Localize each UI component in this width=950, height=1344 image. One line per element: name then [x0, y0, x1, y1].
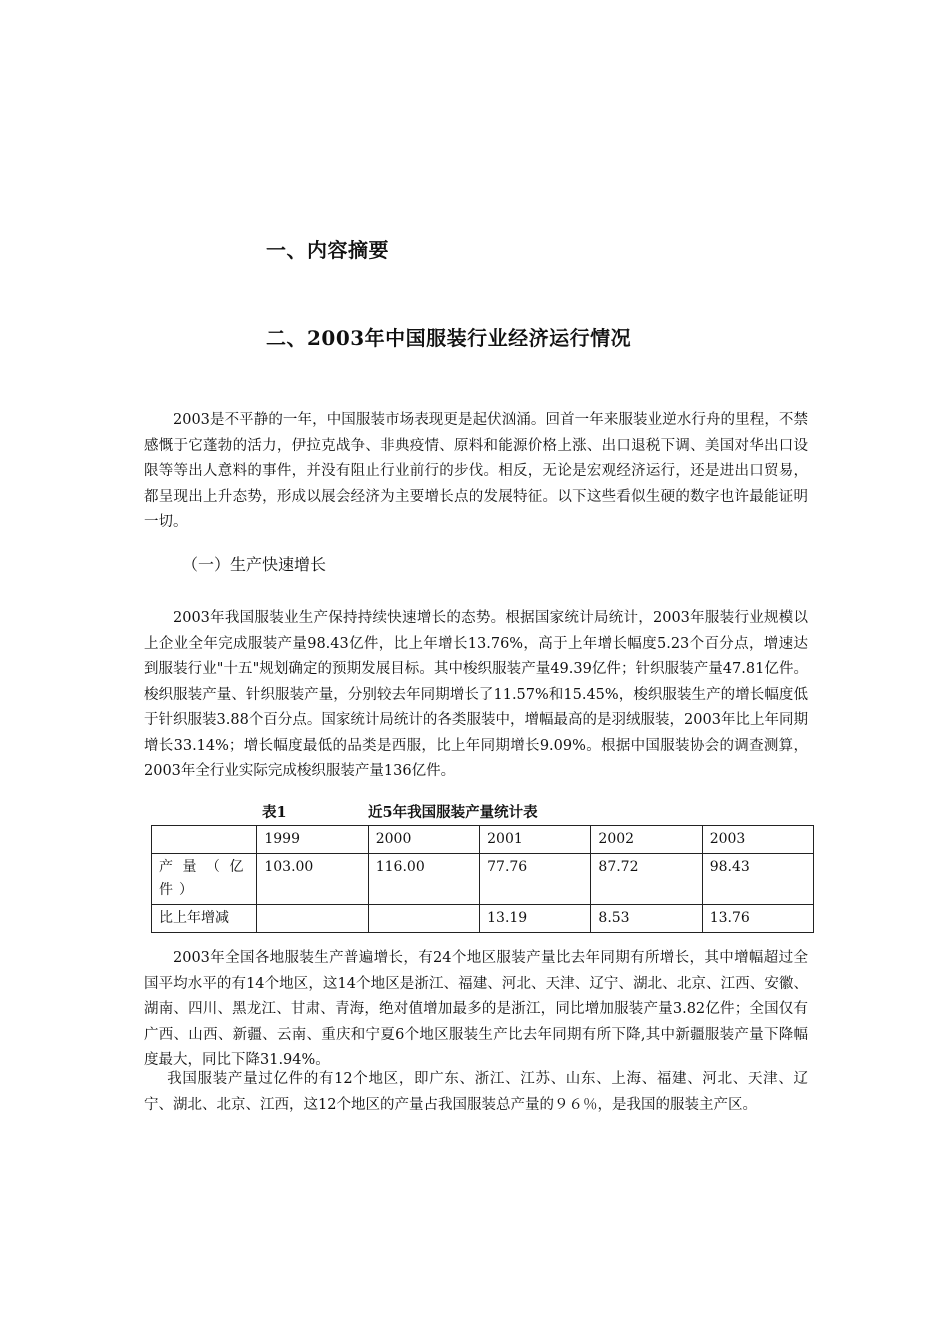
table-header-cell: 2001	[480, 826, 591, 854]
production-table	[151, 825, 814, 933]
table-row-label: 比上年增减	[152, 905, 257, 933]
table-cell: 13.19	[480, 905, 591, 933]
table-header-row	[152, 826, 814, 854]
paragraph-regional: 2003年全国各地服装生产普遍增长，有24个地区服装产量比去年同期有所增长，其中增幅超过全国平均水平的有14个地区，这14个地区是浙江、福建、河北、天津、辽宁、湖北、北京、江西、安徽、湖南、四川、黑龙江、甘肃、青海，绝对值增加最多的是浙江，同比增加服装产量3.82亿件；全国仅有广西、山西、新疆、云南、重庆和宁夏6个地区服装生产比去年同期有所下降,其中新疆服装产量下降幅度最大，同比下降31.94%。	[144, 950, 808, 1068]
table-cell: 103.00	[257, 854, 368, 905]
table-header-cell: 2000	[368, 826, 479, 854]
paragraph-production: 2003年我国服装业生产保持持续快速增长的态势。根据国家统计局统计，2003年服装行业规模以上企业全年完成服装产量98.43亿件，比上年增长13.76%，高于上年增长幅度5.23个百分点，增速达到服装行业"十五"规划确定的预期发展目标。其中梭织服装产量49.39亿件；针织服装产量47.81亿件。梭织服装产量、针织服装产量，分别较去年同期增长了11.57%和15.45%，梭织服装生产的增长幅度低于针织服装3.88个百分点。国家统计局统计的各类服装中，增幅最高的是羽绒服装，2003年比上年同期增长33.14%；增长幅度最低的品类是西服，比上年同期增长9.09%。根据中国服装协会的调查测算，2003年全行业实际完成梭织服装产量136亿件。	[144, 610, 808, 779]
table-cell: 8.53	[591, 905, 702, 933]
table-header-cell	[152, 826, 257, 854]
table-cell	[368, 905, 479, 933]
table-cell: 116.00	[368, 854, 479, 905]
paragraph-intro: 2003是不平静的一年，中国服装市场表现更是起伏汹涌。回首一年来服装业逆水行舟的里程，不禁感慨于它蓬勃的活力，伊拉克战争、非典疫情、原料和能源价格上涨、出口退税下调、美国对华出口设限等等出人意料的事件，并没有阻止行业前行的步伐。相反，无论是宏观经济运行，还是进出口贸易，都呈现出上升态势，形成以展会经济为主要增长点的发展特征。以下这些看似生硬的数字也许最能证明一切。	[144, 412, 808, 530]
table-cell: 98.43	[702, 854, 813, 905]
table-header-cell: 2003	[702, 826, 813, 854]
heading-summary: 一、内容摘要	[266, 238, 389, 262]
table-cell: 77.76	[480, 854, 591, 905]
paragraph-main-regions: 我国服装产量过亿件的有12个地区，即广东、浙江、江苏、山东、上海、福建、河北、天津、辽宁、湖北、北京、江西，这12个地区的产量占我国服装总产量的９６％，是我国的服装主产区。	[144, 1071, 808, 1113]
table-row-label: 产量（亿件）	[152, 854, 257, 905]
table-cell: 13.76	[702, 905, 813, 933]
subheading-production: （一）生产快速增长	[182, 555, 327, 574]
table-cell: 87.72	[591, 854, 702, 905]
table-caption-title: 近5年我国服装产量统计表	[368, 804, 538, 821]
table-row	[152, 905, 814, 933]
table-row	[152, 854, 814, 905]
table-header-cell: 2002	[591, 826, 702, 854]
table-header-cell: 1999	[257, 826, 368, 854]
table-caption-label: 表1	[262, 804, 287, 821]
table-caption	[262, 801, 538, 822]
heading-economic-status: 二、2003年中国服装行业经济运行情况	[266, 326, 632, 350]
table-cell	[257, 905, 368, 933]
